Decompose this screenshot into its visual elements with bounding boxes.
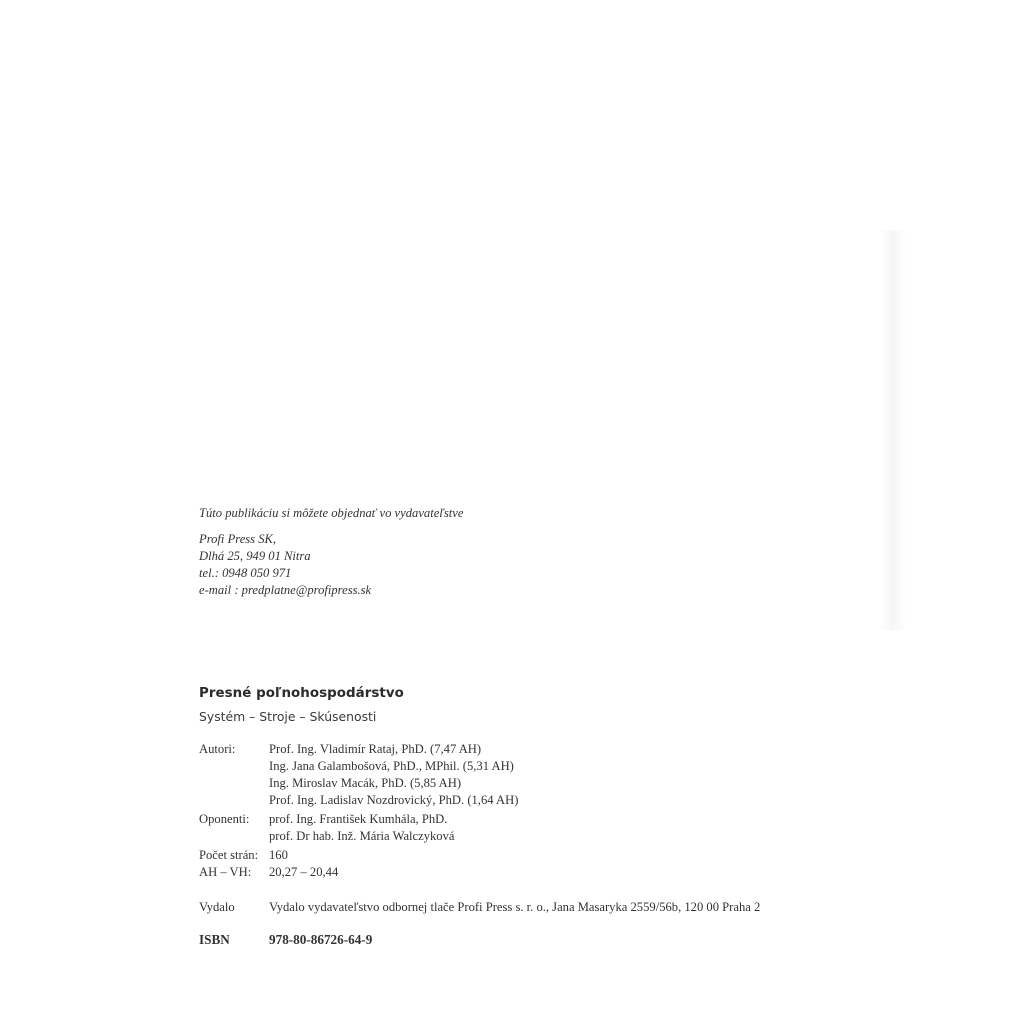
author-item: Ing. Miroslav Macák, PhD. (5,85 AH) [269,776,462,790]
ordering-info [199,505,463,599]
author-item: Prof. Ing. Ladislav Nozdrovický, PhD. (1,64 AH) [269,793,519,807]
isbn-value: 978-80-86726-64-9 [269,932,373,947]
reviewer-item: prof. Dr hab. Inž. Mária Walczyková [269,829,455,843]
ah-vh-value: 20,27 – 20,44 [269,865,339,879]
page-count-label: Počet strán: [199,848,259,862]
author-item: Prof. Ing. Vladimír Rataj, PhD. (7,47 AH) [269,742,482,756]
scan-edge-shadow [880,230,906,630]
ordering-intro: Túto publikáciu si môžete objednať vo vydavateľstve [199,506,464,520]
publisher-name: Profi Press SK, [199,532,277,546]
publisher-phone: tel.: 0948 050 971 [199,566,292,580]
author-item: Ing. Jana Galambošová, PhD., MPhil. (5,31 AH) [269,759,514,773]
reviewer-item: prof. Ing. František Kumhála, PhD. [269,812,448,826]
published-label: Vydalo [199,900,235,914]
reviewers-label: Oponenti: [199,812,250,826]
book-subtitle: Systém – Stroje – Skúsenosti [199,709,377,724]
authors-list [269,741,518,809]
page-count-value: 160 [269,848,288,862]
publisher-email: e-mail : predplatne@profipress.sk [199,583,372,597]
isbn-label: ISBN [199,932,230,947]
ah-vh-label: AH – VH: [199,865,252,879]
book-title: Presné poľnohospodárstvo [199,686,404,701]
publisher-address: Dlhá 25, 949 01 Nitra [199,549,311,563]
reviewers-list [269,811,455,845]
published-value: Vydalo vydavateľstvo odbornej tlače Profi Press s. r. o., Jana Masaryka 2559/56b, 120 00 Praha 2 [269,900,761,914]
authors-label: Autori: [199,742,236,756]
